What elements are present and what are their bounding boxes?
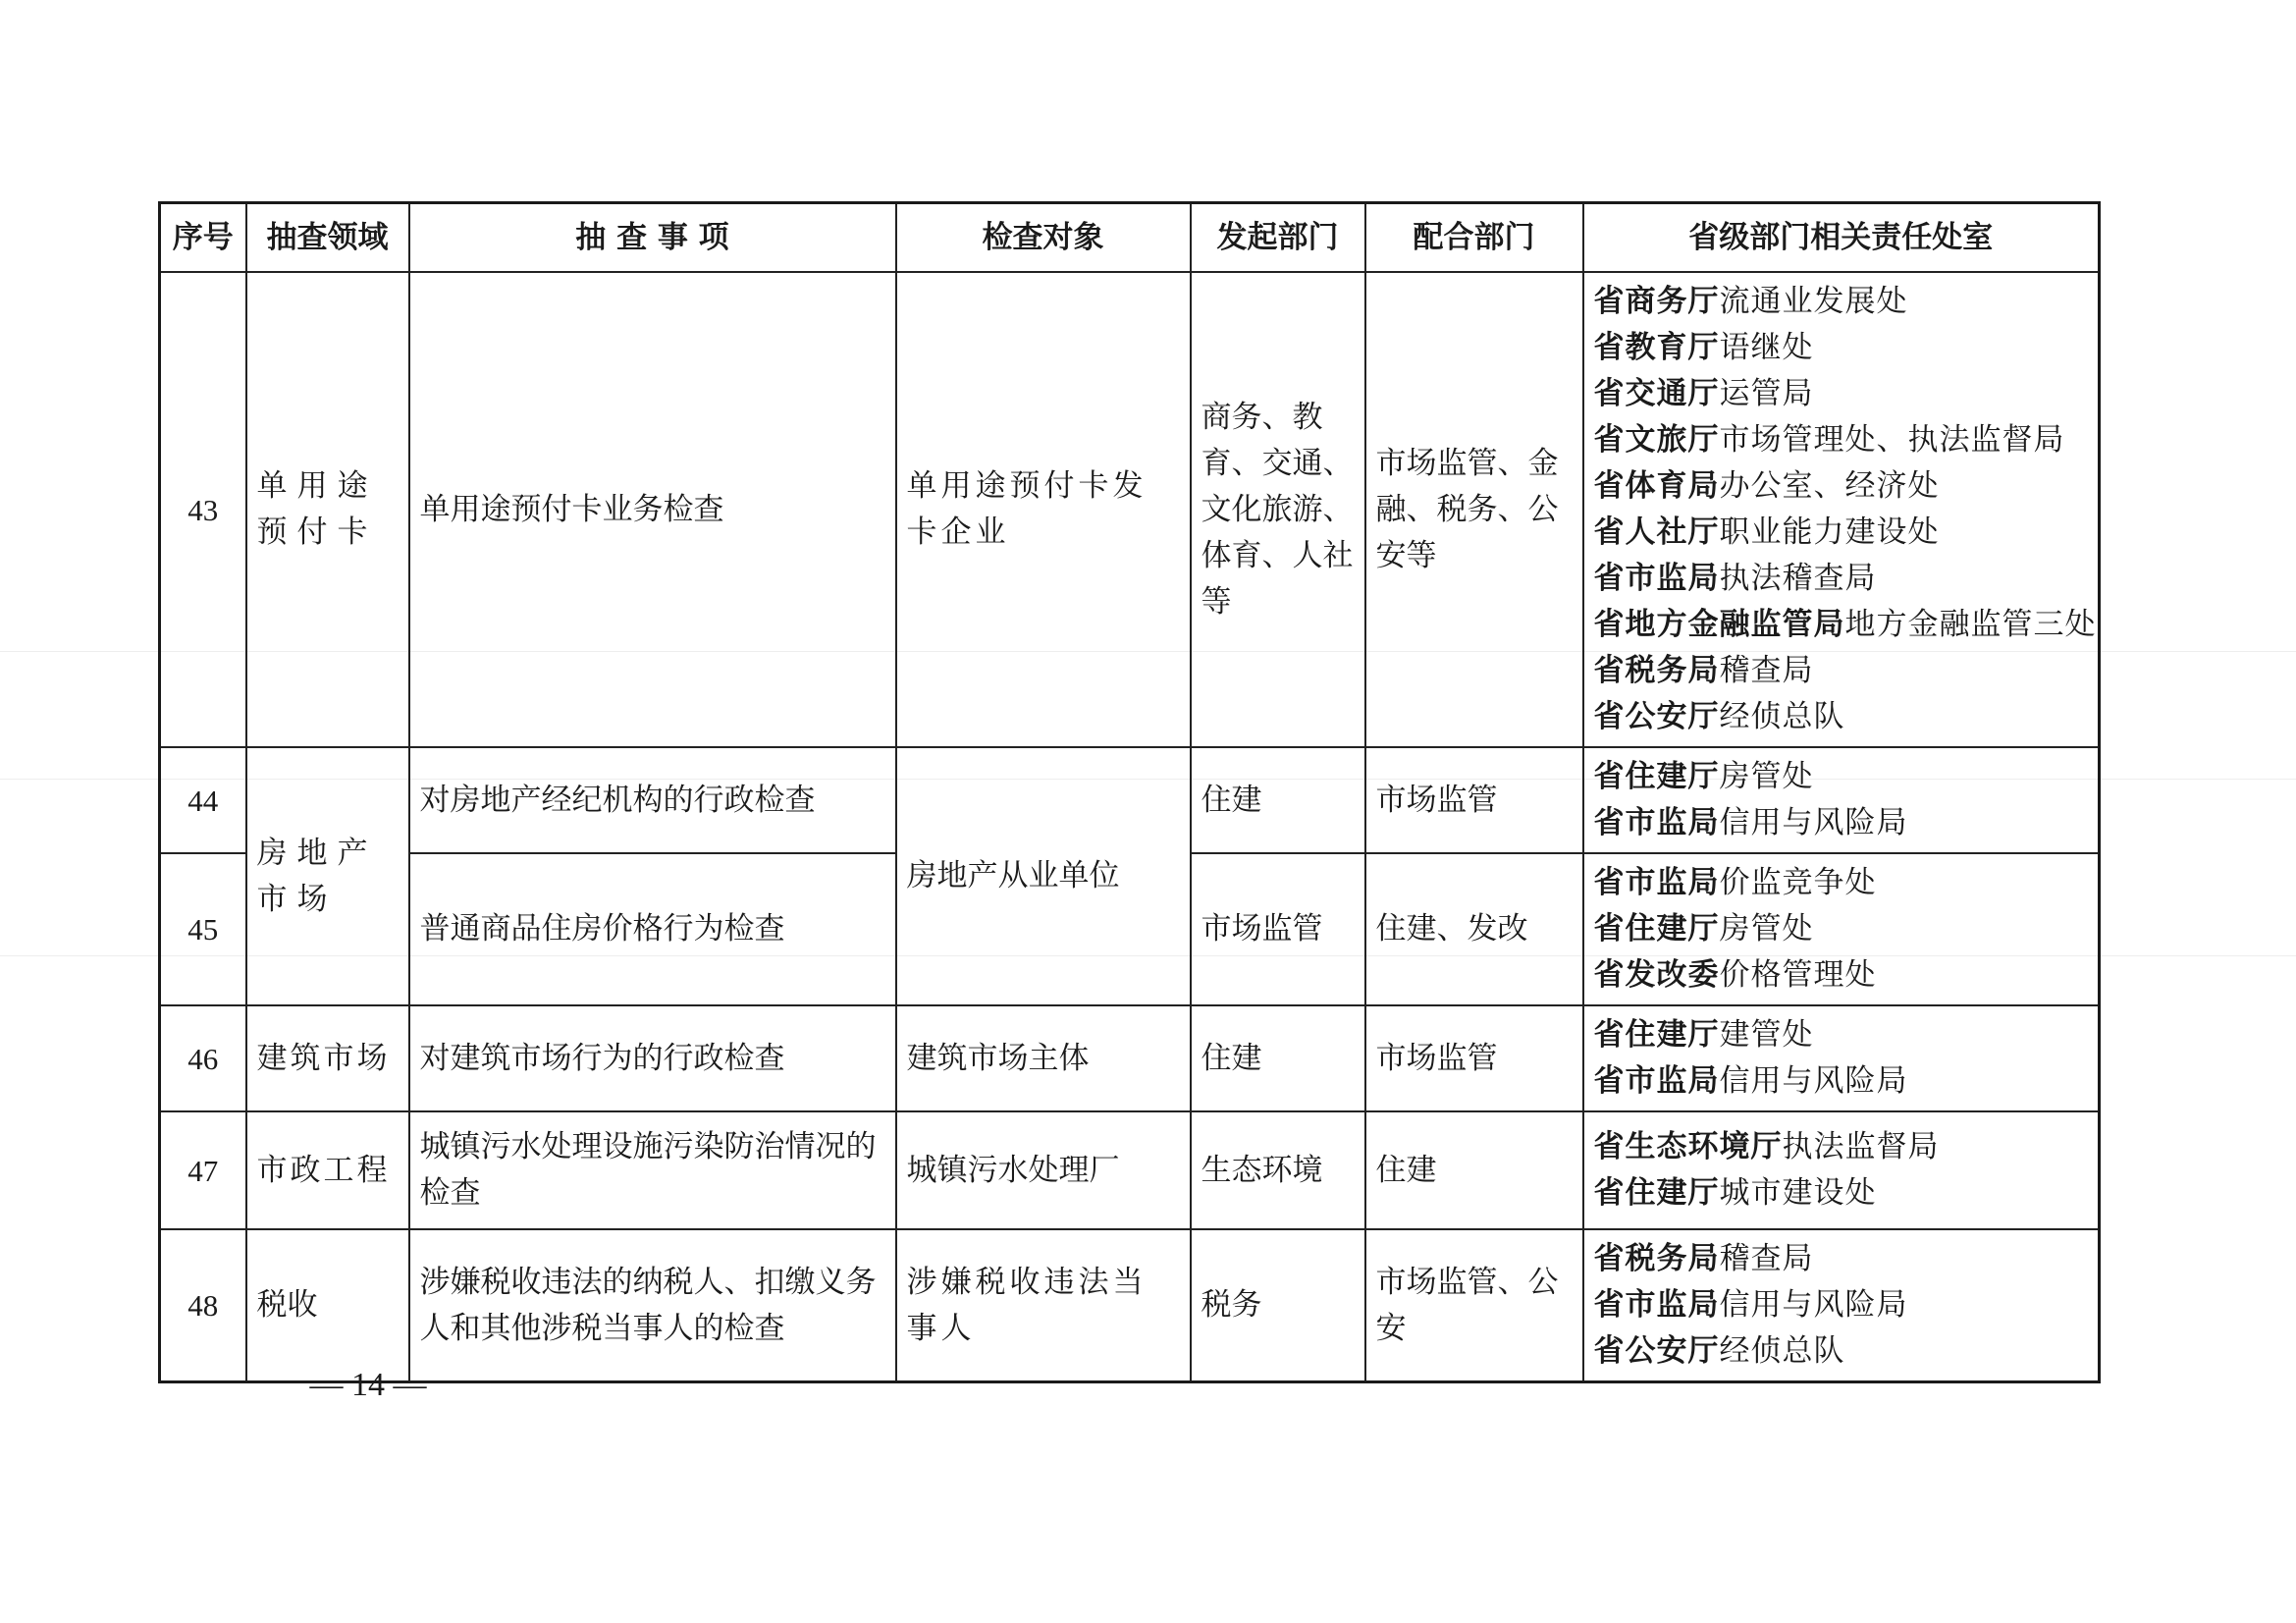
responsible-dept: 省文旅厅 xyxy=(1593,422,1720,458)
responsible-office: 房管处 xyxy=(1719,911,1814,947)
responsible-dept: 省人社厅 xyxy=(1593,514,1720,550)
row-initiator: 税务 xyxy=(1191,1229,1365,1382)
responsible-office: 流通业发展处 xyxy=(1719,284,1908,319)
row-cooperator: 住建、发改 xyxy=(1365,853,1583,1005)
responsible-office: 地方金融监管三处 xyxy=(1844,607,2097,642)
responsible-dept: 省公安厅 xyxy=(1593,699,1720,734)
responsible-dept: 省教育厅 xyxy=(1593,330,1720,365)
responsible-dept: 省税务局 xyxy=(1593,653,1720,688)
responsible-line xyxy=(1594,510,2089,556)
responsible-dept: 省市监局 xyxy=(1593,1063,1720,1099)
table-row xyxy=(160,1111,2100,1229)
responsible-line xyxy=(1594,1058,2089,1105)
responsible-line xyxy=(1594,1282,2089,1328)
responsible-line xyxy=(1594,800,2089,846)
row-domain: 市政工程 xyxy=(246,1111,409,1229)
row-domain: 单用途预付卡 xyxy=(246,272,409,747)
row-initiator: 住建 xyxy=(1191,1005,1365,1111)
responsible-line xyxy=(1594,694,2089,740)
responsible-office: 市场管理处、执法监督局 xyxy=(1719,422,2065,458)
responsible-office: 信用与风险局 xyxy=(1719,1287,1908,1323)
responsible-line xyxy=(1594,1012,2089,1058)
row-item: 涉嫌税收违法的纳税人、扣缴义务人和其他涉税当事人的检查 xyxy=(409,1229,896,1382)
row-responsible xyxy=(1583,747,2100,853)
responsible-office: 价监竞争处 xyxy=(1719,865,1877,900)
row-responsible xyxy=(1583,272,2100,747)
row-target: 城镇污水处理厂 xyxy=(896,1111,1191,1229)
row-item: 城镇污水处理设施污染防治情况的检查 xyxy=(409,1111,896,1229)
header-target: 检查对象 xyxy=(896,203,1191,273)
row-index: 44 xyxy=(160,747,246,853)
row-domain: 建筑市场 xyxy=(246,1005,409,1111)
responsible-dept: 省生态环境厅 xyxy=(1593,1129,1783,1164)
table-row xyxy=(160,272,2100,747)
responsible-office: 办公室、经济处 xyxy=(1719,468,1940,504)
header-domain: 抽查领域 xyxy=(246,203,409,273)
table-row xyxy=(160,747,2100,853)
header-cooperator: 配合部门 xyxy=(1365,203,1583,273)
row-initiator: 住建 xyxy=(1191,747,1365,853)
responsible-dept: 省税务局 xyxy=(1593,1241,1720,1276)
responsible-line xyxy=(1594,1328,2089,1375)
responsible-office: 稽查局 xyxy=(1719,653,1814,688)
responsible-office: 执法稽查局 xyxy=(1719,561,1877,596)
responsible-office: 运管局 xyxy=(1719,376,1814,411)
row-responsible xyxy=(1583,1229,2100,1382)
row-initiator: 市场监管 xyxy=(1191,853,1365,1005)
row-index: 47 xyxy=(160,1111,246,1229)
responsible-office: 城市建设处 xyxy=(1719,1175,1877,1211)
responsible-office: 职业能力建设处 xyxy=(1719,514,1940,550)
responsible-dept: 省地方金融监管局 xyxy=(1593,607,1845,642)
responsible-line xyxy=(1594,860,2089,906)
row-cooperator: 市场监管 xyxy=(1365,1005,1583,1111)
responsible-office: 房管处 xyxy=(1719,759,1814,794)
responsible-dept: 省住建厅 xyxy=(1593,759,1720,794)
responsible-dept: 省市监局 xyxy=(1593,1287,1720,1323)
row-target: 单用途预付卡发卡企业 xyxy=(896,272,1191,747)
responsible-dept: 省公安厅 xyxy=(1593,1333,1720,1369)
row-target: 建筑市场主体 xyxy=(896,1005,1191,1111)
responsible-dept: 省市监局 xyxy=(1593,805,1720,840)
responsible-line xyxy=(1594,325,2089,371)
responsible-office: 信用与风险局 xyxy=(1719,805,1908,840)
row-responsible xyxy=(1583,1005,2100,1111)
row-index: 46 xyxy=(160,1005,246,1111)
row-target: 房地产从业单位 xyxy=(896,747,1191,1005)
responsible-dept: 省市监局 xyxy=(1593,865,1720,900)
row-cooperator: 市场监管、公安 xyxy=(1365,1229,1583,1382)
responsible-line xyxy=(1594,1236,2089,1282)
header-row xyxy=(160,203,2100,273)
row-cooperator: 市场监管、金融、税务、公安等 xyxy=(1365,272,1583,747)
responsible-dept: 省发改委 xyxy=(1593,957,1720,993)
row-item: 普通商品住房价格行为检查 xyxy=(409,853,896,1005)
responsible-office: 稽查局 xyxy=(1719,1241,1814,1276)
inspection-table xyxy=(158,201,2101,1383)
row-index: 43 xyxy=(160,272,246,747)
responsible-line xyxy=(1594,556,2089,602)
responsible-line xyxy=(1594,371,2089,417)
row-target: 涉嫌税收违法当事人 xyxy=(896,1229,1191,1382)
row-responsible xyxy=(1583,853,2100,1005)
responsible-dept: 省住建厅 xyxy=(1593,1175,1720,1211)
responsible-office: 执法监督局 xyxy=(1782,1129,1940,1164)
row-domain: 税收 xyxy=(246,1229,409,1382)
header-responsible: 省级部门相关责任处室 xyxy=(1583,203,2100,273)
responsible-line xyxy=(1594,417,2089,463)
responsible-office: 经侦总队 xyxy=(1719,1333,1845,1369)
responsible-dept: 省住建厅 xyxy=(1593,1017,1720,1053)
row-item: 对房地产经纪机构的行政检查 xyxy=(409,747,896,853)
responsible-line xyxy=(1594,952,2089,999)
row-initiator: 商务、教育、交通、文化旅游、体育、人社等 xyxy=(1191,272,1365,747)
responsible-dept: 省市监局 xyxy=(1593,561,1720,596)
row-responsible xyxy=(1583,1111,2100,1229)
responsible-office: 价格管理处 xyxy=(1719,957,1877,993)
row-initiator: 生态环境 xyxy=(1191,1111,1365,1229)
row-item: 单用途预付卡业务检查 xyxy=(409,272,896,747)
responsible-office: 信用与风险局 xyxy=(1719,1063,1908,1099)
responsible-office: 建管处 xyxy=(1719,1017,1814,1053)
responsible-dept: 省商务厅 xyxy=(1593,284,1720,319)
responsible-dept: 省体育局 xyxy=(1593,468,1720,504)
header-initiator: 发起部门 xyxy=(1191,203,1365,273)
table-row xyxy=(160,1229,2100,1382)
page-number: — 14 — xyxy=(309,1367,427,1403)
responsible-line xyxy=(1593,602,2097,648)
row-index: 48 xyxy=(160,1229,246,1382)
row-domain: 房地产市场 xyxy=(246,747,409,1005)
responsible-line xyxy=(1594,648,2089,694)
table-row xyxy=(160,1005,2100,1111)
responsible-office: 语继处 xyxy=(1719,330,1814,365)
responsible-dept: 省住建厅 xyxy=(1593,911,1720,947)
row-cooperator: 市场监管 xyxy=(1365,747,1583,853)
row-item: 对建筑市场行为的行政检查 xyxy=(409,1005,896,1111)
responsible-line xyxy=(1594,1124,2089,1170)
row-cooperator: 住建 xyxy=(1365,1111,1583,1229)
responsible-line xyxy=(1594,754,2089,800)
header-index: 序号 xyxy=(160,203,246,273)
responsible-line xyxy=(1594,279,2089,325)
header-item: 抽 查 事 项 xyxy=(409,203,896,273)
row-index: 45 xyxy=(160,853,246,1005)
responsible-line xyxy=(1594,1170,2089,1217)
responsible-line xyxy=(1594,906,2089,952)
responsible-office: 经侦总队 xyxy=(1719,699,1845,734)
responsible-dept: 省交通厅 xyxy=(1593,376,1720,411)
responsible-line xyxy=(1594,463,2089,510)
